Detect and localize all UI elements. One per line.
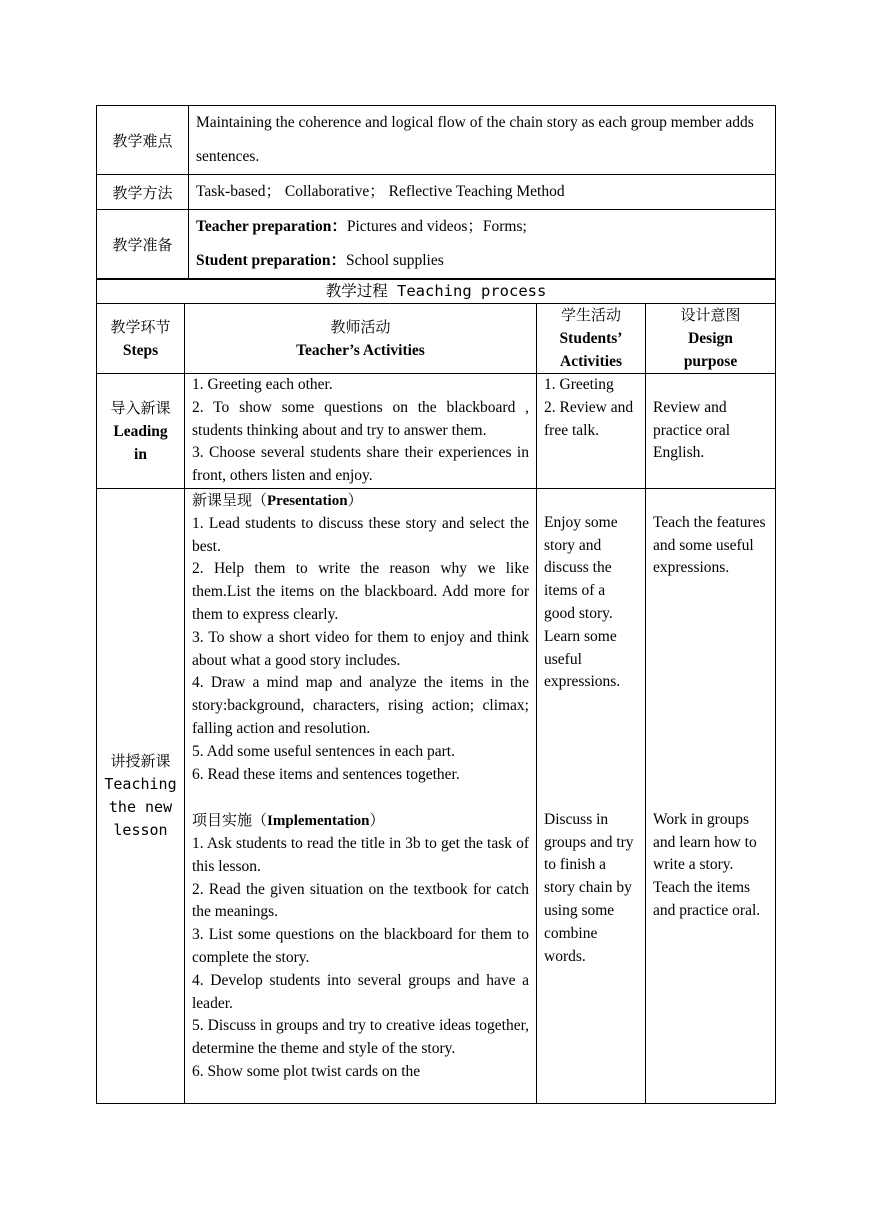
presentation-heading-en: Presentation [267,493,348,509]
teaching-step-en1: Teaching [104,775,177,793]
leading-teacher-item: 3. Choose several students share their experiences in front, others listen and enjoy. [192,444,529,485]
header-students [537,304,646,374]
presentation-item: 6. Read these items and sentences together. [192,765,460,783]
presentation-item: 3. To show a short video for them to enjoy and think about what a good story includes. [192,628,529,669]
leading-purpose [646,374,776,489]
lesson-plan-page [96,105,775,1104]
header-steps-cn: 教学环节 [110,317,171,336]
process-title: 教学过程 Teaching process [97,279,776,304]
implementation-item: 3. List some questions on the blackboard for them to complete the story. [192,926,529,966]
teaching-step-en3: lesson [113,821,168,839]
implementation-item: 6. Show some plot twist cards on the [192,1062,421,1080]
header-students-en2: Activities [560,353,622,370]
leading-purpose-text: Review and practice oral English. [653,398,731,462]
implementation-item: 2. Read the given situation on the textbook for catch the meanings. [192,880,529,921]
process-table [96,278,776,1104]
implementation-purpose-text: Work in groups and learn how to write a story. Teach the items and practice oral. [653,810,761,919]
header-purpose [646,304,776,374]
implementation-heading-en: Implementation [267,813,370,830]
teaching-row [97,489,776,1104]
header-purpose-en2: purpose [683,353,738,370]
method-label: 教学方法 [97,175,189,210]
header-row [97,304,776,374]
student-prep-text: School supplies [346,252,444,269]
leading-teacher [185,374,537,489]
implementation-heading: 项目实施（Implementation） [192,811,385,830]
method-text: Task-based； Collaborative； Reflective Teaching Method [189,175,776,210]
difficulty-row [97,106,776,175]
method-row [97,175,776,210]
presentation-heading: 新课呈现（Presentation） [192,491,363,509]
teaching-purpose [646,489,776,1104]
teacher-prep-line [196,210,768,244]
difficulty-text: Maintaining the coherence and logical flow of the chain story as each group member adds sentences. [189,106,776,175]
leading-students-item: 1. Greeting [544,376,614,393]
presentation-item: 2. Help them to write the reason why we like them.List the items on the blackboard. Add more for them to express clearly. [192,560,529,623]
presentation-purpose-text: Teach the features and some useful expressions. [653,513,766,577]
presentation-item: 4. Draw a mind map and analyze the items in the story:background, characters, rising action; climax; falling action and resolution. [192,674,529,737]
header-steps [97,304,185,374]
implementation-item: 1. Ask students to read the title in 3b to get the task of this lesson. [192,834,529,875]
student-prep-line [196,244,768,278]
teaching-step [97,489,185,1104]
student-prep-label: Student preparation： [196,252,346,269]
implementation-item: 5. Discuss in groups and try to creative ideas together, determine the theme and style of the story. [192,1017,529,1058]
leading-row [97,374,776,489]
difficulty-label: 教学难点 [97,106,189,175]
leading-teacher-item: 2. To show some questions on the blackboard , students thinking about and try to answer them. [192,398,529,439]
teaching-students [537,489,646,1104]
teacher-prep-text: Pictures and videos；Forms; [346,218,527,235]
teaching-step-en2: the new [108,798,173,816]
header-students-en1: Students’ [559,330,623,347]
header-purpose-cn: 设计意图 [680,306,741,324]
leading-step-en2: in [134,445,147,463]
implementation-students-text: Discuss in groups and try to finish a story chain by using some combine words. [544,810,634,965]
teaching-step-cn: 讲授新课 [110,752,171,770]
leading-step-en1: Leading [113,422,168,440]
presentation-item: 5. Add some useful sentences in each part. [192,742,455,760]
leading-step-cn: 导入新课 [110,398,171,417]
info-table [96,105,776,279]
header-students-cn: 学生活动 [560,306,621,324]
header-steps-en: Steps [122,341,159,359]
prep-content [189,210,776,279]
process-title-row [97,279,776,304]
presentation-students-text: Enjoy some story and discuss the items of a good story. Learn some useful expressions. [544,513,621,691]
prep-label: 教学准备 [97,210,189,279]
teacher-prep-label: Teacher preparation： [196,218,347,235]
leading-step [97,374,185,489]
leading-teacher-item: 1. Greeting each other. [192,376,333,393]
teaching-teacher [185,489,537,1104]
leading-students-item: 2. Review and free talk. [544,398,634,439]
header-purpose-en1: Design [688,330,733,347]
prep-row [97,210,776,279]
header-teacher [185,304,537,374]
presentation-item: 1. Lead students to discuss these story and select the best. [192,514,529,555]
header-teacher-cn: 教师活动 [330,317,391,336]
implementation-item: 4. Develop students into several groups and have a leader. [192,971,529,1012]
leading-students [537,374,646,489]
header-teacher-en: Teacher’s Activities [296,341,425,359]
